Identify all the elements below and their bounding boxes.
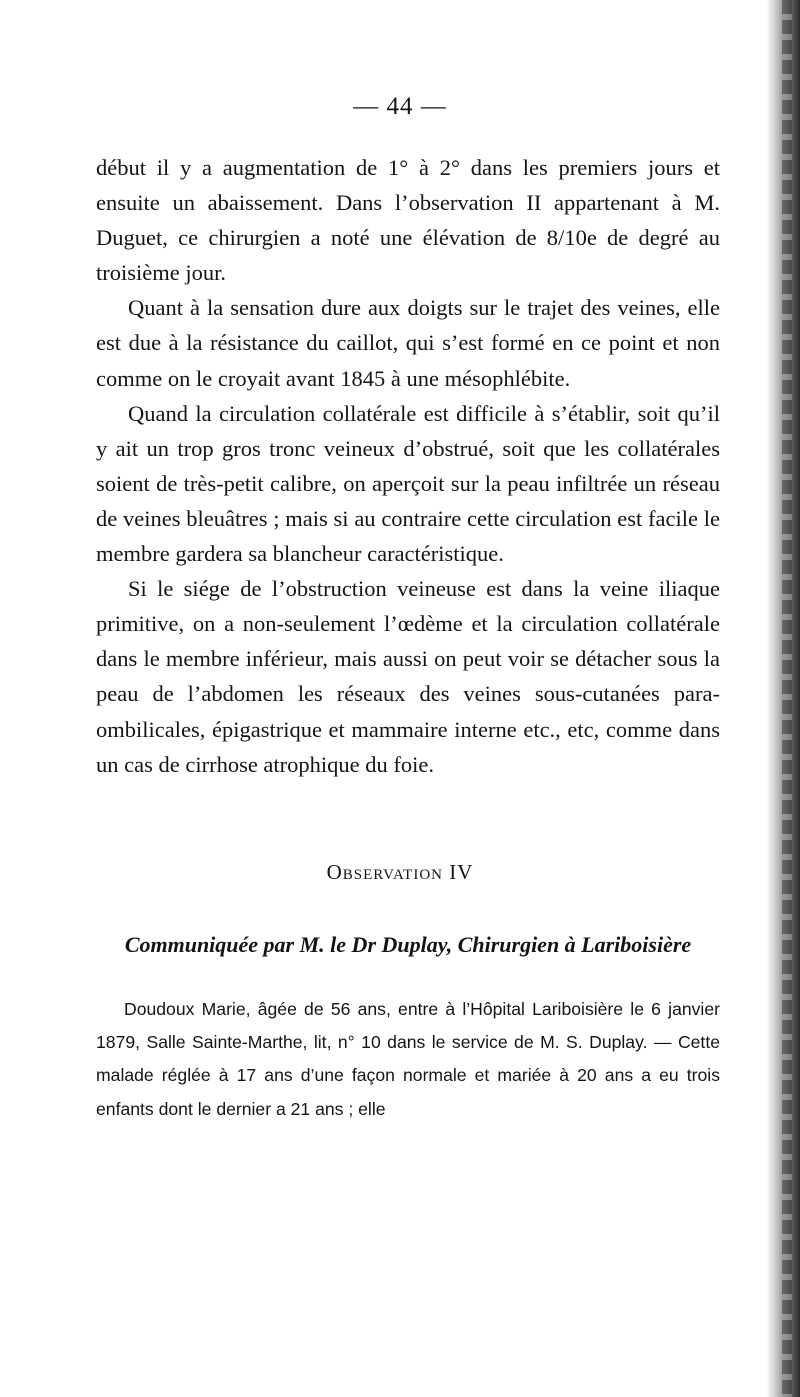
observation-subtitle: Communiquée par M. le Dr Duplay, Chirurgien à Lariboisière bbox=[124, 932, 692, 957]
observation-text bbox=[96, 993, 720, 1126]
paragraph-obstruction: Si le siége de l’obstruction veineuse est dans la veine iliaque primitive, on a non-seulement l’œdème et la circulation collatérale dans le membre inférieur, mais aussi on peut voir se détacher sous la peau de l’abdomen les réseaux des veines sous-cutanées para-ombilicales, épigastrique et mammaire interne etc., etc, comme dans un cas de cirrhose atrophique du foie. bbox=[96, 576, 720, 777]
page-number: — 44 — bbox=[353, 93, 447, 120]
observation-paragraph: Doudoux Marie, âgée de 56 ans, entre à l’Hôpital Lariboisière le 6 janvier 1879, Salle Sainte-Marthe, lit, n° 10 dans le service de M. S. Duplay. — Cette malade réglée à 17 ans d’une façon normale et mariée à 20 ans a eu trois enfants dont le dernier a 21 ans ; elle bbox=[96, 999, 720, 1119]
paragraph-continuation: début il y a augmentation de 1° à 2° dans les premiers jours et ensuite un abaissement. Dans l’observation II appartenant à M. Duguet, ce chirurgien a noté une élévation de 8/10e de degré au troisième jour. bbox=[96, 155, 720, 286]
paragraph-circulation: Quand la circulation collatérale est difficile à s’établir, soit qu’il y ait un trop gros tronc veineux d’obstrué, soit que les collatérales soient de très-petit calibre, on aperçoit sur la peau infiltrée un réseau de veines bleuâtres ; mais si au contraire cette circulation est facile le membre gardera sa blancheur caractéristique. bbox=[96, 400, 720, 567]
main-text bbox=[96, 150, 720, 782]
page-binding-edge bbox=[782, 0, 792, 1397]
paragraph-sensation: Quant à la sensation dure aux doigts sur le trajet des veines, elle est due à la résistance du caillot, qui s’est formé en ce point et non comme on le croyait avant 1845 à une mésophlébite. bbox=[96, 295, 720, 391]
observation-heading: Observation IV bbox=[326, 860, 474, 884]
